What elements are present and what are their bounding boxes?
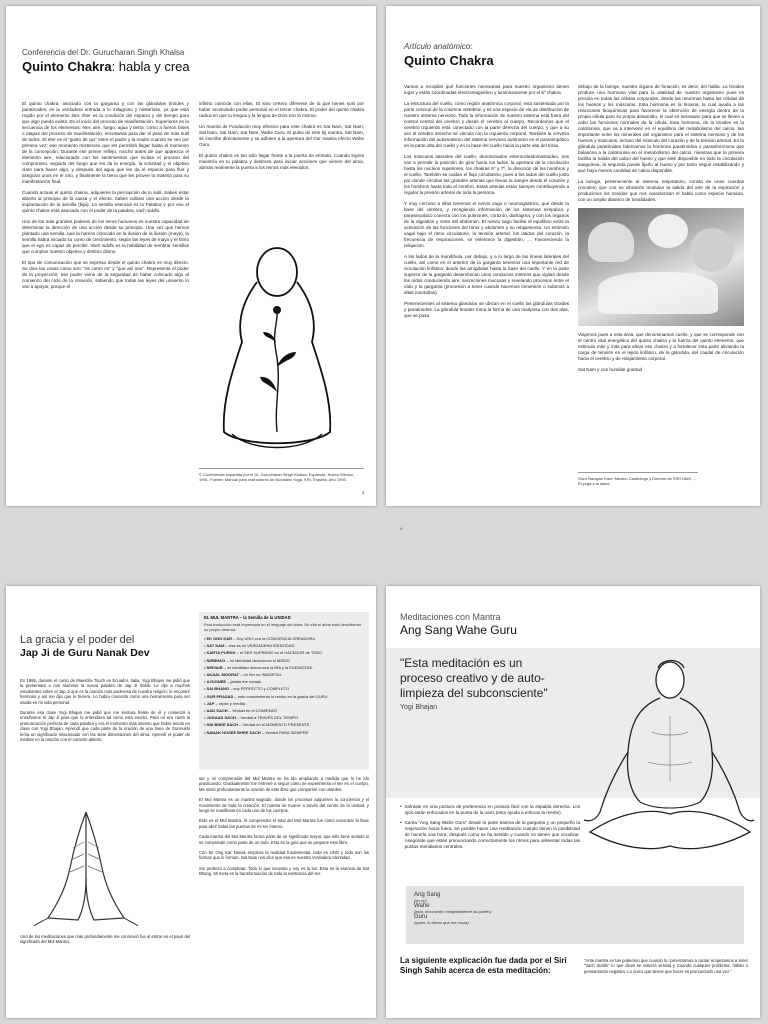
meditating-yogi-illustration <box>570 652 756 864</box>
page-quinto-chakra-conference <box>6 6 376 506</box>
header <box>20 634 198 659</box>
mantra-line <box>204 664 364 671</box>
bullet-text: Siéntate en una postura de preferencia en postura fácil con la espalda derecha. Los ojos están enfocados en la punta de la nariz (esta ayuda a enfocar la mente). <box>404 804 580 815</box>
mantra-explanation: (esta, invocando completamente las partes) <box>414 909 492 914</box>
header <box>22 48 362 74</box>
bullet-glyph: • <box>204 722 207 728</box>
instructions <box>400 804 580 850</box>
paragraph: Los músculos laterales del cuello, denominados esternocleidomastoideo, nos van a permitir la posición de girar hacia los lados, la apertura de la circulación hasta los núcleos superiores, los chakras 6º y 7º, la dirección de los hombros y el cuello. También se cuidan el flujo circulatorio, pues a los lados del cuello justo por donde circulan las grandes arterias que llevan la sangre desde el corazón y los hombros hasta todo el cerebro. Estas arterias están siempre contribuyendo a regular la presión arterial de toda la persona. <box>404 154 569 195</box>
paragraph: El tipo de comunicación que se expresa desde el quinto chakra es muy directo. Se dice las cosas como son: "es como es" y "que así sea". Representa el poder de la proyección; ese poder viene de la seguridad de haber colocado algo al comienzo del ciclo de la creación, sabiendo que todas las leyes del universo lo van a apoyar, porque el <box>22 260 189 289</box>
page-number: 4 <box>400 526 403 531</box>
separator: – <box>239 672 244 678</box>
explanation-text <box>584 958 748 979</box>
bullet-glyph: • <box>204 657 207 663</box>
credits-text: © Conferencia impartida por el Dr. Gurucharan Singh Khalsa, Espanola, Nuevo México, 1991. Fuente: Manual para instructores de Kundalini Yoga, KRI, España, Año 1993. <box>199 472 355 482</box>
quote-block <box>400 656 560 711</box>
separator: – <box>235 650 240 656</box>
subtitle: Artículo anatómico: <box>404 42 473 51</box>
white-clothing-shape <box>598 272 718 314</box>
column-right <box>199 776 369 882</box>
bullet-glyph: • <box>204 700 207 706</box>
page-title: Quinto Chakra <box>404 53 494 68</box>
bullet-glyph: • <box>204 715 207 721</box>
page-title: Ang Sang Wahe Guru <box>400 623 517 637</box>
separator: – <box>228 686 234 692</box>
mantra-meaning: Verdad en el COMIENZO <box>232 708 278 714</box>
explanation-heading <box>400 956 576 976</box>
bullet-glyph: • <box>204 679 207 685</box>
mantra-line <box>204 693 364 700</box>
column-right <box>578 84 744 378</box>
separator: – <box>233 693 238 699</box>
quote-author: Yogi Bhajan <box>400 704 438 711</box>
mantra-line <box>204 657 364 664</box>
paragraph: infinito coincide con ellas. El sino certero diferente de lo que tienes solo por haber acumulado poder personal en el tercer chakra. El poder del quinto chakra radica en que tu lengua y la lengua de Dios son lo mismo. <box>199 101 364 118</box>
mantra-meaning: mi identidad desconoce la IRA y la ENEMISTAD <box>227 664 313 670</box>
paragraph: Viajemos pues a esta área, que denominamos cuello, y que se corresponde con el centro vital energético del quinto chakra y la fuerza del quinto elemento, que estimula más y más para afinar ese chakra y a fortalecer esta parte aliviando la carga de tensión en el tejido linfático, de la glándula, del caudal de circulación hacia el cerebro y de relajamiento corporal. <box>578 332 744 361</box>
mantra-line: Ang Sang <box>414 892 441 898</box>
mantra-meaning: esto conocimiento lo recibo en la gracia del GURU <box>237 693 328 699</box>
mantra-word: SAI BHANG <box>206 686 229 692</box>
mantra-word: NIRVAIR <box>206 664 223 670</box>
mantra-box <box>406 886 744 944</box>
paragraph: El Mul Mantra es un mantra sagrado, donde los procesos adquieren la conciencia y el movimiento de toda la creación. El mantra se mueve a través del centro de la unidad, y luego se manifiesta en cada uno de los cuerpos. <box>199 797 369 814</box>
title-bold: Jap Ji de Guru Nanak Dev <box>20 647 150 659</box>
mantra-line: Guru <box>414 914 428 920</box>
separator: – <box>214 700 219 706</box>
mantra-word: JUGAAD SACH <box>206 715 236 721</box>
bullet-glyph: • <box>204 693 207 699</box>
paragraph: En 1995, durante el curso de Maestría Touch en Ecuador, Italia, Yogi Bhajan me pidió que la presentara a mis alumnos la nueva palabra de Jap Ji Sahib. Le dije a muchos estudiantes sobre el Jap Ji que es la oración más poderosa de nuestra religión; lo encontré hermoso y así me dijo que lo hiciera. Lo había conocido como una herramienta para ser usada en mi vida personal. <box>20 678 190 705</box>
header <box>400 612 740 637</box>
paragraph: Uno de los meditaciones que más profundamente me conmovió fue al entrar en el pauri del significado del Mul Mantra. <box>20 934 190 945</box>
column-left-bottom <box>20 934 190 950</box>
bullet-glyph: • <box>204 672 207 678</box>
title-rest: : habla y crea <box>111 59 190 74</box>
mantra-line <box>204 729 364 736</box>
paragraph: El quinto chakra es tan sólo llegar frente a la puerta de entrada. Cuando logres maestría en tu palabra y destreza para iniciar acciones que vienen del alma, abrirás realmente la puerta a los reinos más elevados. <box>199 153 364 170</box>
column-left <box>404 84 569 324</box>
box-intro: Esta traducción está expresada en el lenguaje del alma. En ella el alma está descifrando su propio dharma. <box>204 622 362 632</box>
mantra-meaning: Verdad PARA SIEMPRE <box>265 729 309 735</box>
bullet-glyph: • <box>204 650 207 656</box>
paragraph: Esto es el Mul Mantra. Al comprender el total del Mul Mantra fue como encontrar la llave para abrir todas las puertas de mi ser interno. <box>199 818 369 829</box>
mantra-line <box>204 678 364 685</box>
turban-shape <box>648 214 688 248</box>
mantra-meaning: Soy UNO con la CONCIENCIA CREADORA <box>236 636 315 641</box>
mantra-meaning: repite y medita <box>218 700 245 706</box>
subtitle: Conferencia del Dr. Gurucharan Singh Khalsa <box>22 48 185 57</box>
mantra-list <box>204 635 364 736</box>
mantra-meaning: el SER SUPREMO es el HACEDOR de TODO <box>239 650 323 656</box>
mantra-word: JAP <box>206 700 215 706</box>
mantra-word: SAT NAM <box>206 643 225 649</box>
mul-mantra-box <box>199 612 369 770</box>
box-heading: EL MUL MANTRA – la Semilla de la UNIDAD <box>204 615 291 620</box>
bottom-text: "Ante mantra es tan poderoso que cuando lo comenzamos a cantar empezamos a tener "Vach Siddhi" lo que dices se volverá verdad y Cuando cualquier problema, hábito o pensamiento negativo. Lo único que tienes que hacer es pronunciarlo una vez." <box>584 958 748 974</box>
bullet-item <box>400 820 580 850</box>
mantra-meaning: esa es mi VERDADERA IDENTIDAD <box>228 643 295 649</box>
separator: – <box>260 729 266 735</box>
quote-text: "Esta meditación es un proceso creativo y de auto-limpieza del subconsciente" <box>400 656 548 700</box>
bullet-glyph: • <box>204 664 207 670</box>
paragraph: El quinto chakra, asociado con la garganta y con las glándulas tiroides y paratiroides, es la verdadera entrada a lo milagroso y misterioso, ya que está regido por el elemento éter. Éter es la condición del espacio y del tiempo para que algo pueda existir. Es el inicio del proceso de manifestación. Superiores en la secuencia de los elementos: éter, aire, fuego, agua y tierra, como a fueron fases o etapas del proceso de manifestación, necesarias para dar el paso de más sutil de todos. El éter es el "gusto de ojo" entre el padre y la madre cuando se ven por primera vez; ese momento misterioso que les permitirá llegar hasta el momento de la concepción. Durante ese primer reflejo, mucho antes de que aparezca el elemento aire, relacionado con los sentimientos que incitan el proceso del compromiso, seguido del fuego que les da la energía, la voluntad y el objetivo claro para hacer algo, y después del agua que les da el espacio para fluir y asegurar unos en el otro, y finalmente la tierra que les provee la materia para su manifestación final. <box>22 101 189 184</box>
page-title <box>22 59 362 74</box>
bullet-glyph: • <box>204 729 207 735</box>
mantra-word: EK ONG KAR <box>206 636 233 641</box>
title-bold: Quinto Chakra <box>22 59 112 74</box>
mantra-meaning: mi Ser es INMORTAL <box>243 672 282 678</box>
sign-off: Sat Nam y con humilde gratitud <box>578 367 643 372</box>
mantra-word: AAD SACH <box>206 708 228 714</box>
separator: – <box>224 643 229 649</box>
paragraph: Durante esa clase Yogi Bhajan me pidió que me sentara frente de él y comenzó a enseñarme el Jap Ji para que lo entendiera tal como está escrito. Para mí era cierto la pronunciación perfecta de cada palabra y era el momento más intenso que había tenido en clase con Yogi Bhajan. Aprendí que cada parte de la oración de una línea de Gurmukhi tenía un significado relacionado con las siete dimensiones del alma. Aprendí el poder de meditar en la oración con el corazón abierto. <box>20 710 190 743</box>
paragraph: La estructura del cuello, como región anatómica corporal, está sustentada por la parte cervical de la columna vertebral, y es una especie de vía de distribución de nuestro sistema nervioso. Todo la información de nuestro sistema está fuera del control central del cerebro y desde el cerebro al cuerpo. Recordemos que el cerebro izquierdo está conectado con la parte derecha del cuerpo, y que a su vez el cerebro derecho se vincula con la izquierda corporal. También la cerveza información del automatismo del sistema nervioso autónomo en el parasimpático en la parte alta del cuello y en la base del cuello hacia la parte alta del tórax. <box>404 101 569 148</box>
paragraph: La laringe, perteneciente al sistema respiratorio, consta de unas cuerdas (vocales) que con su vibración modulan la salida del aire de la espiración y producimos los sonidos que nos caracterizan el habla como especie humana, con un amplio abanico de tonalidades. <box>578 179 744 202</box>
mantra-line <box>204 642 364 649</box>
mantra-word: KARTA PURKH <box>206 650 236 656</box>
mantra-word: HAI BHEE SACH <box>206 722 239 728</box>
credits <box>578 472 698 486</box>
separator: – <box>232 636 237 641</box>
mantra-explanation: (en mí) <box>414 898 427 903</box>
page-ang-sang-wahe-guru <box>386 586 760 1018</box>
mantra-line <box>204 700 364 707</box>
separator: – <box>225 657 230 663</box>
separator: – <box>235 715 241 721</box>
mantra-word: NANAK HOSEE BHEE SACH <box>206 729 261 735</box>
mantra-line <box>204 685 364 692</box>
separator: – <box>226 679 231 685</box>
praying-hands-illustration <box>26 808 146 926</box>
mantra-line <box>204 714 364 721</box>
paragraph: debajo de la laringe, nuestro órgano de fonación, es decir, del habla. La tiroides produce una hormona vital para la vitalidad de nuestro organismo pues es precisa en todas las células corporales, desde las neuronas hasta las células de los huesos y los músculos. Esta hormona es la tiroxina, la cual ayuda a las reacciones bioquímicas para favorecer la obtención de energía dentro de la propia célula para su propio desarrollo, el cual es necesario para que se lleven a cabo las funciones normales de la célula. Esta hormona, de la tiroides es la calcitonina, que va a intervenir en el equilibrio del metabolismo del calcio, tan importante entre los minerales del organismo para el sistema nervioso y de los huesos y músculos, incluso del músculo del corazón y de la tensión arterial. En la glándula paratiroides fabricamos la hormona paratiroidea o paratohormona que balancea a la calcitonina en el metabolismo del calcio, mientras que la primera facilita la salida del calcio del hueso y que esté disponible en todo la circulación sanguínea, la segunda puede fijarlo al hueso y por tanto seguir estabilizando y que haya menos cantidad de calcio disponible. <box>578 84 744 173</box>
bullet-glyph: • <box>204 643 207 649</box>
mantra-meaning: mi identidad desconoce el MIEDO <box>229 657 291 663</box>
mantra-word: AKAAL MOORAT <box>206 672 240 678</box>
mantra-line: Wahe <box>414 903 430 909</box>
column-left <box>22 101 189 295</box>
paragraph: Vamos a recopilar qué funciones necesarias para nuestro organismo tienen lugar y están coordinadas electromagnético y luminicamente por el 5º chakra. <box>404 84 569 95</box>
bullet-glyph: • <box>204 686 207 692</box>
bullet-item <box>400 804 580 820</box>
mantra-meaning: Verdad en el MOMENTO PRESENTE <box>242 722 310 728</box>
mantra-explanation: (quien, lo divino que me cruza) <box>414 920 469 925</box>
title-light: La gracia y el poder del <box>20 634 135 646</box>
bullet-text: Canta "Ang Sang Wahe Guru" desde la parte trasera de la garganta y un pequeño la respiración hacia fuera. Sé posible hacer una meditación cuando tienen la posibilidad de hacerla una hora; después como se ha sentido y cuando no tienen que vocalizar. Asegúrate que estés pronunciando correctamente los ritmos para alimentar todas las puntas meridianos centrales. <box>404 820 580 849</box>
paragraph: Cuando actuas el quinto chakra, adquieres la percepción de lo sutil. Sabes estar abierto al principio de la causa y el efecto. Sabes cultivar una acción desde la implantación de la semilla (bija). La semilla esencial es la Palabra y por eso el quinto chakra está asociado con el poder de la palabra, vach siddhi. <box>22 190 189 213</box>
column-left <box>20 678 190 747</box>
bullet-glyph: • <box>204 636 207 641</box>
bullet-glyph: • <box>400 820 402 825</box>
paragraph: Y muy cercano a ellas tenemos el nervio vago o neumogástrico, que desde la base del cerebro, y recogiendo información de los sistemas simpático y parasimpático conecta con los pulmones, corazón, diafragma, y con los órganos de la digestión y resto del abdomen. El nervio vago facilita el equilibrio entre la activación de las funciones del tórax y abdomen y su relajamiento. Un estímulo vagal bajo el ritmo circulatorio, la tensión arterial, los latidos del corazón, la frecuencia de respiraciones, se enlentece la digestión, .... Favoreciendo la relajación. <box>404 201 569 248</box>
bullet-glyph: • <box>400 804 402 809</box>
mantra-line <box>204 635 364 642</box>
paragraph: Un mantra de Fundación muy efectivo para este chakra es Sat Nam, Sat Nam, Sat Nam, Sat Nam, Sat Nam, Wahe Guru. El pulso de este bij mantra, Sat Nam, se inscribe directamente y se adhiere a la apertura del Gur mantra efecto Wahe Guru. <box>199 124 364 147</box>
page-jap-ji <box>6 586 376 1018</box>
subtitle: Meditaciones con Mantra <box>400 612 501 622</box>
page-number: 3 <box>362 490 365 495</box>
mantra-line <box>204 649 364 656</box>
page-anatomical-article <box>386 6 760 531</box>
separator: – <box>238 722 243 728</box>
mantra-meaning: soy PERFECTO y COMPLETO <box>233 686 290 692</box>
mantra-word: NIRBHAO <box>206 657 226 663</box>
bottom-heading: La siguiente explicación fue dada por el Siri Singh Sahib acerca de esta meditación: <box>400 956 567 975</box>
separator: – <box>227 708 233 714</box>
separator: – <box>222 664 228 670</box>
mantra-meaning: Verdad a TRAVÉS DEL TIEMPO <box>240 715 299 721</box>
paragraph: Con Ek Ong Kar Nanak empieza la realidad fundamental, toda es UNO y todo son las formas que lo forman. Sat Nam nos dice que esa es nuestra Verdadera Identidad. <box>199 850 369 861</box>
paragraph: Uno de los más grandes poderes de los seres humanos es nuestra capacidad de determinar la dirección de una acción desde su principio. Una vez que hemos plantado una semilla, que la hemos colocado en la ilusión de la ilusión (maya), la semilla habrá iniciado su curso de crecimiento, según las leyes de maya y el ritmo que el ego es capaz de percibir. Vach siddhi es la habilidad de sembrar semillas que cumplan nuestro objetivo y destino último. <box>22 219 189 254</box>
paragraph: Cada mantra del Mul Mantra forma parte de un significado mayor, que sólo tiene sentido si se comprende como parte de un todo. Esta es la guía que se propone este libro. <box>199 834 369 845</box>
turban-shape <box>690 228 734 272</box>
mantra-meaning: jamás fue creado <box>230 679 262 685</box>
header <box>404 42 734 68</box>
column-right <box>199 101 364 176</box>
paragraph: Sin profecía a completar. Todo lo que necesito y soy es la luz. Esta es la esencia de Sat Bhang. Mi meta es la transformación de toda la existencia del ser. <box>199 865 369 877</box>
mantra-line <box>204 721 364 728</box>
mantra-word: GUR PRASAD <box>206 693 234 699</box>
mantra-line <box>204 707 364 714</box>
mantra-word: AJOONEE <box>206 679 227 685</box>
paragraph: A los lados de la mandíbula, por debajo, y a lo largo de las líneas laterales del cuello, así como en el anterior de la garganta tenemos una importante red de circulación linfática: desde las amígdalas hasta la base del cuello. Y en la parte superior de la garganta desembocan unos conductos internos que vigilan desde los oídos conduciendo aire, secreciones mucosas y revelando procesos entre el oído y la garganta (procesión a tener cuando hacemos inmersión o subimos a altas montañas). <box>404 254 569 295</box>
credits-text: Guru Narayan Kaur. Médico Cardiólogo y Director de SIRI NAM, ... El yoga y la salud. <box>578 476 697 486</box>
credits <box>199 468 364 482</box>
meditating-figure-illustration <box>212 242 342 460</box>
group-yoga-class-photo <box>578 208 744 326</box>
mantra-line <box>204 671 364 678</box>
bullet-glyph: • <box>204 708 207 714</box>
turban-shape <box>588 222 634 262</box>
paragraph: ser y mi comprensión del Mul Mantra se ha ido ampliando a medida que lo he ido practicando. Gradualmente me entrené a seguir cómo se experimenta el ser en el cuerpo. Me sintió profundamente la oración de este libro que compartiré con ustedes. <box>199 776 369 792</box>
paragraph: Pertenecientes al sistema glandular se ubican en el cuello las glándulas tiroides y paratiroides. La glándula tiroides toma la forma de una mariposa con dos alas, que se posa <box>404 301 569 318</box>
